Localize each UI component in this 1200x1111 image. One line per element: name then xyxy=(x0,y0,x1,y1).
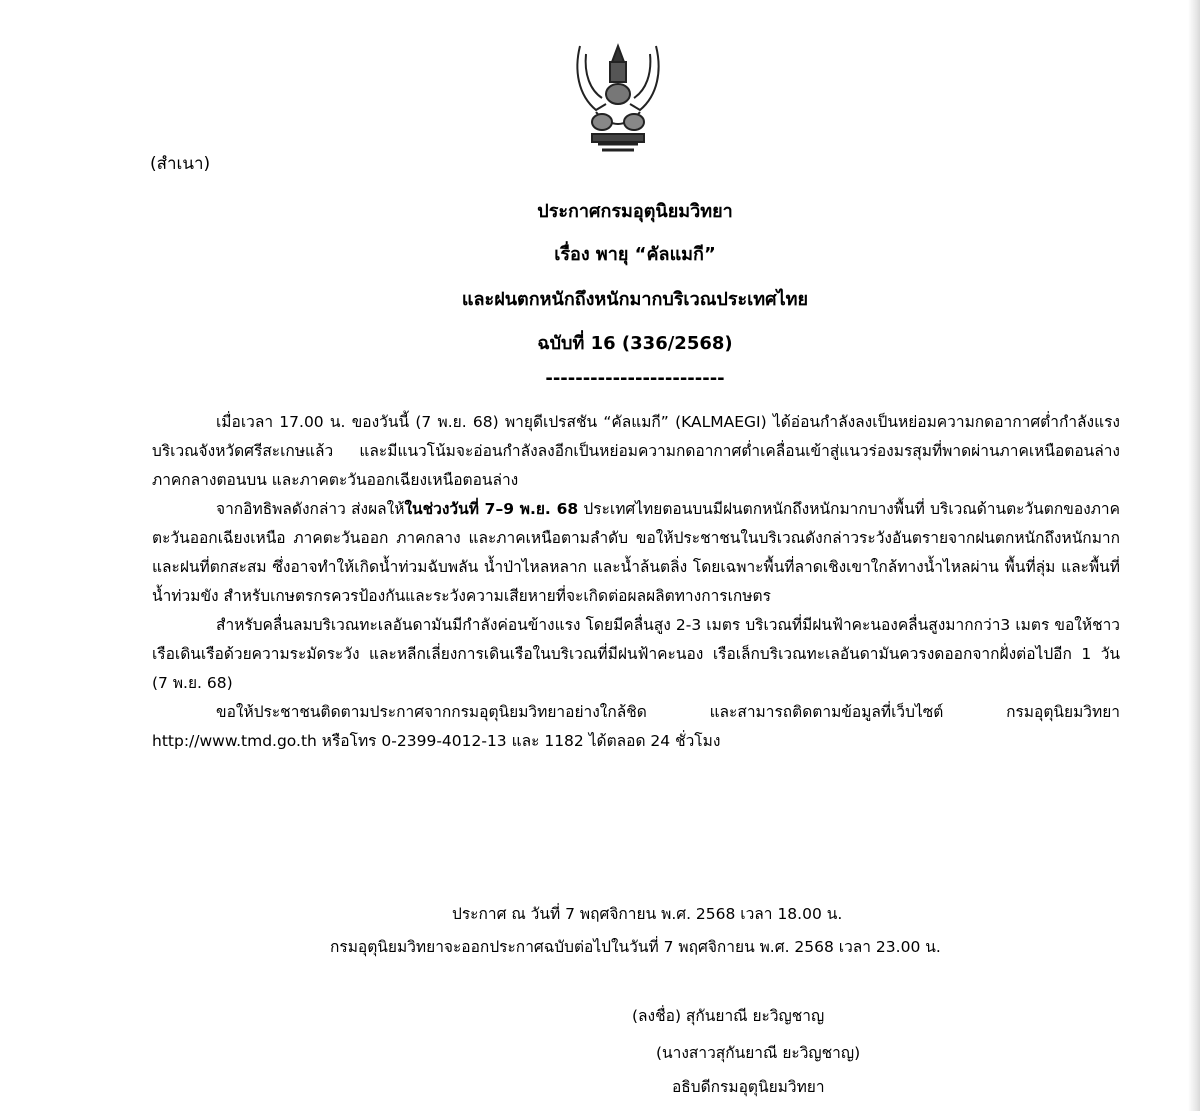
signature-line: (ลงชื่อ) สุกันยาณี ยะวิญชาญ xyxy=(632,1007,825,1025)
heading-divider: ------------------------ xyxy=(545,368,725,389)
announcement-body xyxy=(152,408,1120,756)
signatory-position: อธิบดีกรมอุตุนิยมวิทยา xyxy=(672,1078,825,1096)
announcement-title: ประกาศกรมอุตุนิยมวิทยา xyxy=(537,201,733,222)
highlighted-dates: ในช่วงวันที่ 7–9 พ.ย. 68 xyxy=(404,500,579,518)
copy-label: (สำเนา) xyxy=(150,154,211,174)
paragraph-text: จากอิทธิพลดังกล่าว ส่งผลให้ xyxy=(216,500,405,518)
paragraph-text: ประเทศไทยตอนบนมีฝนตกหนักถึงหนักมากบางพื้นที่ บริเวณด้านตะวันตกของภาคตะวันออกเฉียงเหนือ ภาคตะวันออก ภาคกลาง และภาคเหนือตามลำดับ ขอให้ประชาชนในบริเวณดังกล่าวระวังอันตรายจากฝนตกหนักถึงหนักมาก และฝนที่ตกสะสม ซึ่งอาจทำให้เกิดน้ำท่วมฉับพลัน น้ำป่าไหลหลาก และน้ำล้นตลิ่ง โดยเฉพาะพื้นที่ลาดเชิงเขาใกล้ทางน้ำไหลผ่าน พื้นที่ลุ่ม และพื้นที่น้ำท่วมขัง สำหรับเกษตรกรควรป้องกันและระวังความเสียหายที่จะเกิดต่อผลผลิตทางการเกษตร xyxy=(152,500,1120,605)
signatory-full-name: (นางสาวสุกันยาณี ยะวิญชาญ) xyxy=(656,1044,861,1062)
issue-number: ฉบับที่ 16 (336/2568) xyxy=(537,333,733,354)
issued-date: ประกาศ ณ วันที่ 7 พฤศจิกายน พ.ศ. 2568 เวลา 18.00 น. xyxy=(452,905,843,923)
paragraph-contact-info: ขอให้ประชาชนติดตามประกาศจากกรมอุตุนิยมวิทยาอย่างใกล้ชิด และสามารถติดตามข้อมูลที่เว็บไซต์ กรมอุตุนิยมวิทยา http://www.tmd.go.th หรือโทร 0-2399-4012-13 และ 1182 ได้ตลอด 24 ชั่วโมง xyxy=(152,703,1120,750)
announcement-subject: เรื่อง พายุ “คัลแมกี” xyxy=(554,244,716,265)
paragraph-sea-warning: สำหรับคลื่นลมบริเวณทะเลอันดามันมีกำลังค่อนข้างแรง โดยมีคลื่นสูง 2-3 เมตร บริเวณที่มีฝนฟ้าคะนองคลื่นสูงมากกว่า3 เมตร ขอให้ชาวเรือเดินเรือด้วยความระมัดระวัง และหลีกเลี่ยงการเดินเรือในบริเวณที่มีฝนฟ้าคะนอง เรือเล็กบริเวณทะเลอันดามันควรงดออกจากฝั่งต่อไปอีก 1 วัน (7 พ.ย. 68) xyxy=(152,616,1120,692)
garuda-emblem-icon xyxy=(572,40,664,162)
paragraph-rain-warning xyxy=(152,495,1120,611)
announcement-subject-cont: และฝนตกหนักถึงหนักมากบริเวณประเทศไทย xyxy=(461,289,809,310)
paragraph-storm-status: เมื่อเวลา 17.00 น. ของวันนี้ (7 พ.ย. 68) พายุดีเปรสชัน “คัลแมกี” (KALMAEGI) ได้อ่อนกำลังลงเป็นหย่อมความกดอากาศต่ำกำลังแรงบริเวณจังหวัดศรีสะเกษแล้ว และมีแนวโน้มจะอ่อนกำลังลงอีกเป็นหย่อมความกดอากาศต่ำเคลื่อนเข้าสู่แนวร่องมรสุมที่พาดผ่านภาคเหนือตอนล่าง ภาคกลางตอนบน และภาคตะวันออกเฉียงเหนือตอนล่าง xyxy=(152,413,1120,489)
page-edge-shadow xyxy=(1188,0,1200,1111)
next-issue-notice: กรมอุตุนิยมวิทยาจะออกประกาศฉบับต่อไปในวันที่ 7 พฤศจิกายน พ.ศ. 2568 เวลา 23.00 น. xyxy=(330,938,941,956)
